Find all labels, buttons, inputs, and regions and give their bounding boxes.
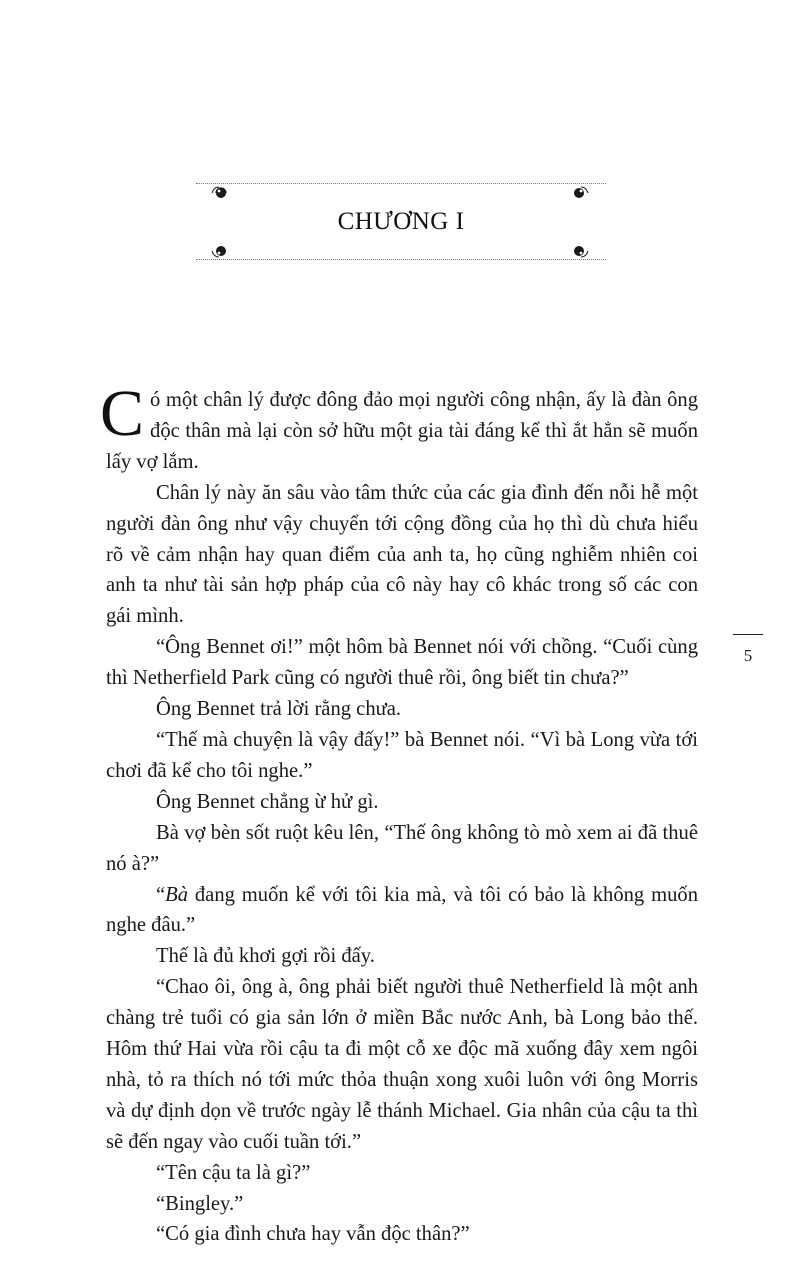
paragraph-text: ó một chân lý được đông đảo mọi người công nhận, ấy là đàn ông độc thân mà lại còn sở hữu một gia tài đáng kể thì ắt hẳn sẽ muốn lấy vợ lắm. — [106, 389, 698, 473]
paragraph: Chân lý này ăn sâu vào tâm thức của các gia đình đến nỗi hễ một người đàn ông như vậy chuyển tới cộng đồng của họ thì dù chưa hiểu rõ về cảm nhận hay quan điểm của anh ta, họ cũng nghiễm nhiên coi anh ta như tài sản hợp pháp của cô này hay cô khác trong số các con gái mình. — [106, 481, 698, 628]
swirl-ornament-icon — [568, 242, 590, 260]
paragraph: Bà vợ bèn sốt ruột kêu lên, “Thế ông không tò mò xem ai đã thuê nó à?” — [106, 821, 698, 875]
paragraph: “Chao ôi, ông à, ông phải biết người thuê Netherfield là một anh chàng trẻ tuổi có gia sản lớn ở miền Bắc nước Anh, bà Long bảo thế. Hôm thứ Hai vừa rồi cậu ta đi một cỗ xe độc mã xuống đây xem ngôi nhà, tỏ ra thích nó tới mức thỏa thuận xong xuôi luôn với ông Morris và dự định dọn về trước ngày lễ thánh Michael. Gia nhân của cậu ta thì sẽ đến ngay vào cuối tuần tới.” — [106, 976, 698, 1153]
chapter-title: CHƯƠNG I — [337, 208, 465, 235]
paragraph: “Tên cậu ta là gì?” — [156, 1161, 311, 1184]
swirl-ornament-icon — [210, 242, 232, 260]
paragraph-text: đang muốn kể với tôi kia mà, và tôi có bảo là không muốn nghe đâu.” — [106, 883, 698, 937]
top-dotted-rule — [196, 183, 606, 184]
paragraph: Thế là đủ khơi gợi rồi đấy. — [156, 945, 375, 968]
paragraph — [100, 377, 698, 478]
paragraph — [106, 880, 698, 942]
paragraph: “Bingley.” — [156, 1192, 244, 1215]
swirl-ornament-icon — [568, 184, 590, 202]
paragraph: “Ông Bennet ơi!” một hôm bà Bennet nói với chồng. “Cuối cùng thì Netherfield Park cũng có người thuê rồi, ông biết tin chưa?” — [106, 636, 698, 690]
bottom-dotted-rule — [196, 259, 606, 260]
swirl-ornament-icon — [210, 184, 232, 202]
emphasis: Bà — [165, 883, 189, 906]
paragraph: Ông Bennet trả lời rằng chưa. — [156, 698, 402, 721]
paragraph: Ông Bennet chẳng ừ hử gì. — [156, 790, 379, 813]
quote-open: “ — [156, 883, 166, 906]
paragraph: “Có gia đình chưa hay vẫn độc thân?” — [156, 1223, 470, 1246]
paragraph: “Thế mà chuyện là vậy đấy!” bà Bennet nói. “Vì bà Long vừa tới chơi đã kể cho tôi nghe.” — [106, 728, 698, 782]
chapter-body — [100, 377, 698, 1250]
page-number-rule — [733, 634, 763, 635]
drop-cap: C — [100, 377, 145, 450]
page-number: 5 — [743, 646, 753, 665]
